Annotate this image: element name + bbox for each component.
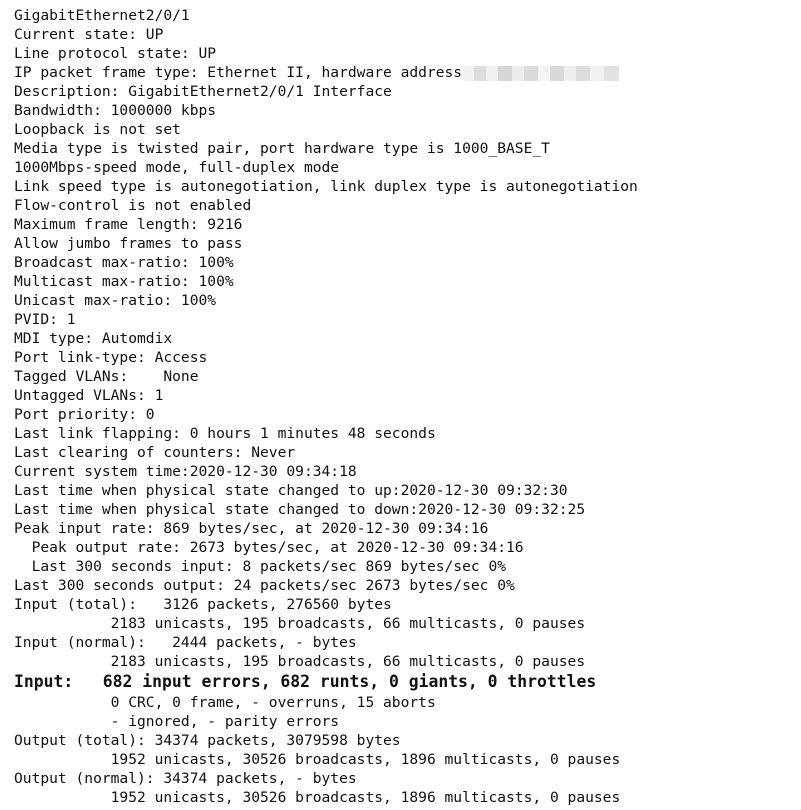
output-line: Last time when physical state changed to up:2020-12-30 09:32:30: [14, 482, 568, 499]
output-line: Unicast max-ratio: 100%: [14, 292, 217, 309]
output-line: Output (normal): 34374 packets, - bytes: [14, 770, 357, 787]
output-line: 2183 unicasts, 195 broadcasts, 66 multicasts, 0 pauses: [14, 653, 586, 670]
output-line: Untagged VLANs: 1: [14, 387, 164, 404]
output-line: Allow jumbo frames to pass: [14, 235, 243, 252]
output-line: Flow-control is not enabled: [14, 197, 252, 214]
output-line: Multicast max-ratio: 100%: [14, 273, 234, 290]
output-line: 1000Mbps-speed mode, full-duplex mode: [14, 159, 340, 176]
output-line: Bandwidth: 1000000 kbps: [14, 102, 217, 119]
output-line: Current state: UP: [14, 26, 164, 43]
output-line: Output (total): 34374 packets, 3079598 bytes: [14, 732, 401, 749]
output-line: Last 300 seconds input: 8 packets/sec 869 bytes/sec 0%: [14, 558, 507, 575]
output-line: Description: GigabitEthernet2/0/1 Interface: [14, 83, 392, 100]
output-line: 0 CRC, 0 frame, - overruns, 15 aborts: [14, 694, 436, 711]
output-line-input-errors: Input: 682 input errors, 682 runts, 0 giants, 0 throttles: [14, 672, 597, 691]
output-line: 2183 unicasts, 195 broadcasts, 66 multicasts, 0 pauses: [14, 615, 586, 632]
output-line: 1952 unicasts, 30526 broadcasts, 1896 multicasts, 0 pauses: [14, 789, 621, 806]
terminal-output: [14, 6, 794, 807]
redacted-hardware-address: [464, 66, 619, 81]
output-line: Port link-type: Access: [14, 349, 208, 366]
output-line: Input (normal): 2444 packets, - bytes: [14, 634, 357, 651]
output-line: GigabitEthernet2/0/1: [14, 7, 190, 24]
output-line: Maximum frame length: 9216: [14, 216, 243, 233]
output-line: Loopback is not set: [14, 121, 181, 138]
output-line: Peak output rate: 2673 bytes/sec, at 2020-12-30 09:34:16: [14, 539, 524, 556]
output-line: PVID: 1: [14, 311, 76, 328]
output-line: MDI type: Automdix: [14, 330, 173, 347]
output-line: Link speed type is autonegotiation, link duplex type is autonegotiation: [14, 178, 638, 195]
output-line: Last 300 seconds output: 24 packets/sec 2673 bytes/sec 0%: [14, 577, 515, 594]
output-line: Current system time:2020-12-30 09:34:18: [14, 463, 357, 480]
output-line: Input (total): 3126 packets, 276560 bytes: [14, 596, 392, 613]
output-line: Last time when physical state changed to down:2020-12-30 09:32:25: [14, 501, 586, 518]
output-line: Last link flapping: 0 hours 1 minutes 48 seconds: [14, 425, 436, 442]
output-line: - ignored, - parity errors: [14, 713, 340, 730]
output-text: IP packet frame type: Ethernet II, hardware address: [14, 64, 463, 81]
output-line: 1952 unicasts, 30526 broadcasts, 1896 multicasts, 0 pauses: [14, 751, 621, 768]
output-line: Media type is twisted pair, port hardware type is 1000_BASE_T: [14, 140, 550, 157]
output-line: Port priority: 0: [14, 406, 155, 423]
output-line-hardware-address: [14, 63, 794, 82]
output-line: Line protocol state: UP: [14, 45, 217, 62]
output-line: Peak input rate: 869 bytes/sec, at 2020-12-30 09:34:16: [14, 520, 489, 537]
output-line: Tagged VLANs: None: [14, 368, 199, 385]
output-line: Last clearing of counters: Never: [14, 444, 296, 461]
output-line: Broadcast max-ratio: 100%: [14, 254, 234, 271]
